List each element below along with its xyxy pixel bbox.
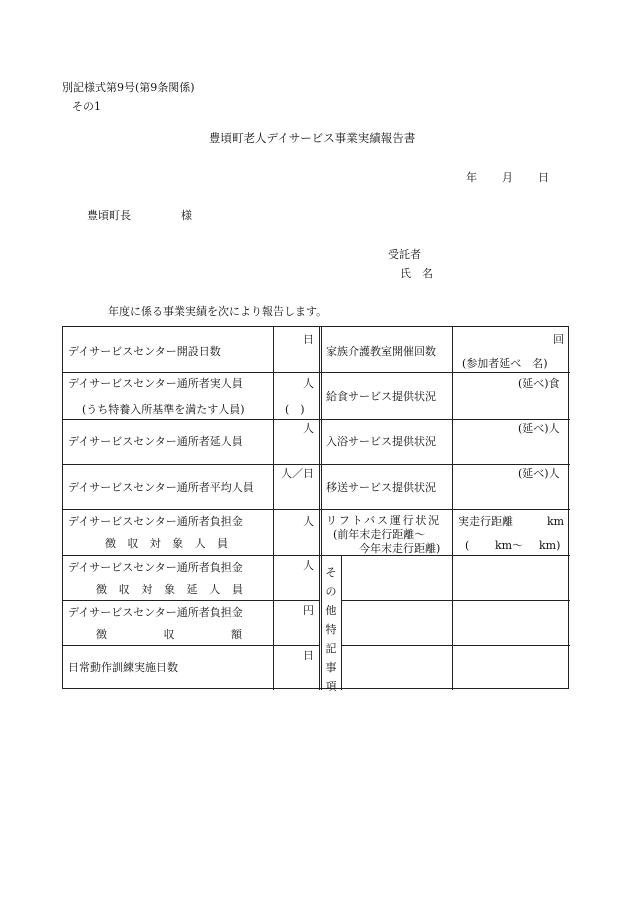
average-users-label: デイサービスセンター通所者平均人員 — [68, 481, 254, 494]
fee-target-total-unit: 人 — [303, 559, 314, 572]
transport-service-unit: (延べ)人 — [518, 467, 560, 480]
row-divider — [63, 600, 320, 601]
notes-column-divider — [341, 555, 342, 690]
other-notes-label: そ の 他 特 記 事 項 — [325, 566, 337, 693]
bath-service-label: 入浴サービス提供状況 — [326, 435, 436, 448]
actual-users-label: デイサービスセンター通所者実人員 — [68, 377, 243, 390]
date-day: 日 — [538, 171, 549, 184]
actual-users-sublabel: (うち特養入所基準を満たす人員) — [82, 403, 245, 416]
training-days-unit: 日 — [303, 649, 314, 662]
opening-days-label: デイサービスセンター開設日数 — [68, 345, 221, 358]
value-column-divider — [452, 327, 453, 555]
family-class-note: (参加者延べ 名) — [462, 357, 548, 370]
row-divider — [63, 555, 320, 556]
name-label: 氏 名 — [400, 267, 433, 280]
intro-text: 年度に係る事業実績を次により報告します。 — [108, 305, 328, 318]
sub-number: その1 — [72, 100, 101, 113]
date-month: 月 — [502, 171, 513, 184]
row-divider — [63, 509, 320, 510]
row-divider — [63, 372, 320, 373]
fee-amount-sublabel: 徴 収 額 — [96, 628, 242, 641]
unit-column-divider — [273, 327, 274, 690]
distance-unit: km — [547, 515, 565, 528]
fee-target-total-sublabel: 徴 収 対 象 延 人 員 — [96, 583, 243, 596]
average-users-unit: 人／日 — [281, 467, 314, 480]
lift-bus-sub1: (前年末走行距離～ — [333, 528, 426, 541]
row-divider — [320, 555, 570, 556]
total-users-unit: 人 — [303, 422, 314, 435]
bath-service-unit: (延べ)人 — [518, 422, 560, 435]
row-divider — [63, 464, 320, 465]
fee-target-sublabel: 徴 収 対 象 人 員 — [105, 537, 228, 550]
row-divider — [63, 645, 320, 646]
center-double-divider — [319, 327, 322, 690]
row-divider — [320, 372, 570, 373]
distance-range-mid: km～ — [495, 539, 524, 552]
row-divider — [341, 600, 570, 601]
fee-target-unit: 人 — [303, 515, 314, 528]
addressee: 豊頃町長 — [87, 209, 131, 222]
fee-amount-unit: 円 — [303, 604, 314, 617]
contractor-label: 受託者 — [388, 248, 421, 261]
fee-target-label: デイサービスセンター通所者負担金 — [68, 515, 243, 528]
row-divider — [320, 419, 570, 420]
notes-column-divider — [452, 555, 453, 690]
distance-range-open: ( — [465, 539, 470, 552]
row-divider — [320, 509, 570, 510]
honorific: 様 — [181, 209, 192, 222]
report-table — [62, 326, 569, 693]
date-year: 年 — [466, 171, 477, 184]
total-users-label: デイサービスセンター通所者延人員 — [68, 435, 243, 448]
transport-service-label: 移送サービス提供状況 — [326, 481, 436, 494]
family-class-label: 家族介護教室開催回数 — [326, 345, 436, 358]
meal-service-unit: (延べ)食 — [518, 377, 560, 390]
opening-days-unit: 日 — [303, 333, 314, 346]
form-number: 別記様式第9号(第9条関係) — [62, 81, 195, 94]
distance-range-end: km) — [539, 539, 561, 552]
fee-target-total-label: デイサービスセンター通所者負担金 — [68, 561, 243, 574]
meal-service-label: 給食サービス提供状況 — [326, 390, 436, 403]
document-title: 豊頃町老人デイサービス事業実績報告書 — [209, 131, 416, 145]
actual-users-unit: 人 — [303, 377, 314, 390]
fee-amount-label: デイサービスセンター通所者負担金 — [68, 606, 243, 619]
lift-bus-label: リフトバス運行状況 — [326, 514, 441, 527]
row-divider — [320, 464, 570, 465]
training-days-label: 日常動作訓練実施日数 — [68, 661, 178, 674]
family-class-unit: 回 — [553, 333, 564, 346]
actual-users-paren: ( ) — [285, 403, 305, 416]
lift-bus-sub2: 今年末走行距離) — [359, 542, 441, 555]
distance-label: 実走行距離 — [458, 515, 513, 528]
row-divider — [63, 419, 320, 420]
row-divider — [341, 645, 570, 646]
